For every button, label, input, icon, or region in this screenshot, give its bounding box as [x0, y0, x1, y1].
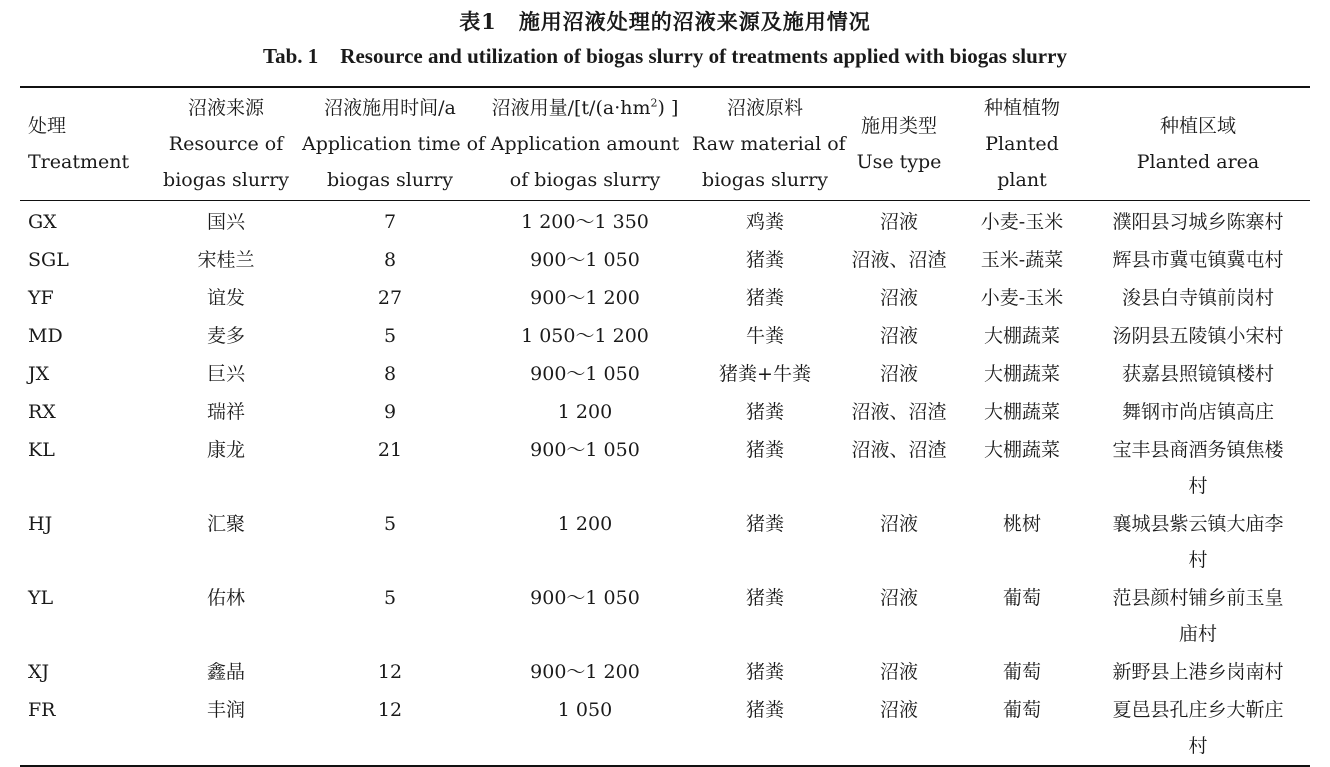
cell-use-type: 沼液、沼渣 — [851, 401, 947, 423]
cell-plant: 小麦-玉米 — [980, 211, 1064, 233]
cell-area — [1086, 431, 1310, 505]
cell-plant: 大棚蔬菜 — [983, 325, 1060, 347]
cell-use-type: 沼液 — [879, 211, 918, 233]
cell-time: 12 — [377, 699, 403, 721]
cell-use-type: 沼液 — [879, 661, 918, 683]
cell-material: 猪粪 — [745, 587, 784, 609]
header-plant-en-2: plant — [997, 169, 1047, 191]
cell-treatment: FR — [28, 699, 56, 721]
cell-material: 猪粪 — [745, 287, 784, 309]
cell-plant: 大棚蔬菜 — [983, 401, 1060, 423]
cell-treatment: KL — [28, 439, 55, 461]
cell-area-line: 汤阴县五陵镇小宋村 — [1112, 325, 1284, 347]
cell-amount: 900～1 050 — [530, 587, 640, 609]
cell-area-line: 村 — [1188, 549, 1208, 571]
cell-material: 猪粪 — [745, 699, 784, 721]
cell-area-line: 濮阳县习城乡陈寨村 — [1112, 211, 1284, 233]
table-row — [20, 201, 1310, 242]
header-use-type-cn: 施用类型 — [860, 115, 937, 137]
header-area — [1086, 87, 1310, 201]
cell-use-type: 沼液 — [879, 699, 918, 721]
cell-area-line: 宝丰县商酒务镇焦楼 — [1112, 439, 1284, 461]
header-source-en-1: Resource of — [168, 133, 284, 155]
header-material-en-1: Raw material of — [692, 133, 846, 155]
header-time — [300, 87, 486, 201]
cell-treatment: YF — [28, 287, 54, 309]
table-title-english — [0, 44, 1330, 69]
cell-amount: 1 050 — [557, 699, 613, 721]
header-source-en-2: biogas slurry — [163, 169, 289, 191]
cell-area — [1086, 241, 1310, 279]
cell-amount: 900～1 200 — [530, 287, 640, 309]
cell-source: 丰润 — [206, 699, 245, 721]
cell-area — [1086, 691, 1310, 766]
table-row — [20, 505, 1310, 579]
cell-area — [1086, 393, 1310, 431]
cell-area-line: 庙村 — [1178, 623, 1217, 645]
header-amount-en-2: of biogas slurry — [509, 169, 661, 191]
cell-use-type: 沼液、沼渣 — [851, 249, 947, 271]
cell-use-type: 沼液 — [879, 587, 918, 609]
cell-time: 21 — [377, 439, 403, 461]
cell-source: 佑林 — [206, 587, 245, 609]
header-amount-unit-tail: ) ] — [657, 97, 679, 119]
header-amount — [480, 87, 690, 201]
cell-source: 国兴 — [206, 211, 245, 233]
cell-time: 27 — [377, 287, 403, 309]
cell-treatment: YL — [28, 587, 54, 609]
cell-use-type: 沼液、沼渣 — [851, 439, 947, 461]
cell-amount: 900～1 050 — [530, 363, 640, 385]
table-title-chinese-text: 施用沼液处理的沼液来源及施用情况 — [518, 9, 871, 34]
cell-area-line: 范县颜村铺乡前玉皇 — [1112, 587, 1284, 609]
cell-amount: 1 200 — [557, 401, 613, 423]
cell-time: 8 — [383, 249, 397, 271]
table-number-chinese: 表1 — [459, 9, 497, 34]
cell-material: 牛粪 — [745, 325, 784, 347]
header-treatment-cn: 处理 — [28, 115, 67, 137]
cell-source: 瑞祥 — [206, 401, 245, 423]
header-time-en-2: biogas slurry — [327, 169, 453, 191]
header-treatment-en: Treatment — [28, 151, 130, 173]
cell-time: 5 — [383, 513, 397, 535]
cell-area — [1086, 201, 1310, 242]
cell-plant: 玉米-蔬菜 — [980, 249, 1064, 271]
cell-time: 9 — [383, 401, 397, 423]
cell-area — [1086, 279, 1310, 317]
cell-material: 猪粪+牛粪 — [719, 363, 811, 385]
cell-area — [1086, 579, 1310, 653]
cell-time: 8 — [383, 363, 397, 385]
cell-source: 宋桂兰 — [197, 249, 255, 271]
cell-time: 5 — [383, 587, 397, 609]
cell-time: 7 — [383, 211, 397, 233]
cell-source: 巨兴 — [206, 363, 245, 385]
cell-amount: 1 050～1 200 — [521, 325, 649, 347]
table-title-english-text: Resource and utilization of biogas slurry of treatments applied with biogas slurry — [340, 44, 1067, 68]
cell-area-line: 夏邑县孔庄乡大靳庄 — [1112, 699, 1284, 721]
cell-plant: 葡萄 — [1002, 661, 1041, 683]
table-row — [20, 653, 1310, 691]
cell-treatment: RX — [28, 401, 56, 423]
header-plant — [958, 87, 1086, 201]
cell-use-type: 沼液 — [879, 513, 918, 535]
cell-amount: 900～1 050 — [530, 249, 640, 271]
cell-amount: 1 200 — [557, 513, 613, 535]
table-row — [20, 355, 1310, 393]
header-area-cn: 种植区域 — [1159, 115, 1236, 137]
cell-source: 汇聚 — [206, 513, 245, 535]
cell-area-line: 村 — [1188, 735, 1208, 757]
table-title-chinese — [0, 6, 1330, 36]
cell-source: 谊发 — [206, 287, 245, 309]
cell-material: 猪粪 — [745, 401, 784, 423]
header-source — [152, 87, 300, 201]
cell-treatment: XJ — [28, 661, 50, 683]
header-plant-en-1: Planted — [985, 133, 1059, 155]
cell-area-line: 襄城县紫云镇大庙李 — [1112, 513, 1284, 535]
header-time-cn: 沼液施用时间/a — [324, 97, 456, 119]
cell-treatment: SGL — [28, 249, 69, 271]
cell-treatment: MD — [28, 325, 63, 347]
table-row — [20, 579, 1310, 653]
table-row — [20, 317, 1310, 355]
cell-amount: 1 200～1 350 — [521, 211, 649, 233]
cell-source: 康龙 — [206, 439, 245, 461]
cell-amount: 900～1 200 — [530, 661, 640, 683]
cell-treatment: GX — [28, 211, 57, 233]
table-body — [20, 201, 1310, 767]
cell-source: 鑫晶 — [206, 661, 245, 683]
header-material — [690, 87, 846, 201]
header-amount-cn — [482, 90, 688, 126]
cell-plant: 大棚蔬菜 — [983, 439, 1060, 461]
header-use-type-en: Use type — [856, 151, 942, 173]
cell-area-line: 村 — [1188, 475, 1208, 497]
header-amount-superscript: 2 — [650, 96, 658, 110]
cell-material: 猪粪 — [745, 661, 784, 683]
header-source-cn: 沼液来源 — [187, 97, 264, 119]
header-time-en-1: Application time of — [302, 133, 486, 155]
cell-material: 鸡粪 — [745, 211, 784, 233]
table-header-row — [20, 87, 1310, 201]
cell-plant: 大棚蔬菜 — [983, 363, 1060, 385]
cell-amount: 900～1 050 — [530, 439, 640, 461]
cell-area — [1086, 505, 1310, 579]
cell-material: 猪粪 — [745, 513, 784, 535]
table-row — [20, 393, 1310, 431]
cell-time: 5 — [383, 325, 397, 347]
table-number-english: Tab. 1 — [263, 44, 319, 68]
cell-area — [1086, 355, 1310, 393]
cell-time: 12 — [377, 661, 403, 683]
header-amount-en-1: Application amount — [490, 133, 680, 155]
cell-plant: 桃树 — [1002, 513, 1041, 535]
cell-use-type: 沼液 — [879, 287, 918, 309]
table-row — [20, 431, 1310, 505]
cell-use-type: 沼液 — [879, 363, 918, 385]
header-amount-cn-text: 沼液用量/[t/(a·hm — [491, 97, 651, 119]
table-row — [20, 241, 1310, 279]
cell-area-line: 舞钢市尚店镇高庄 — [1121, 401, 1274, 423]
header-treatment — [20, 87, 152, 201]
cell-area-line: 新野县上港乡岗南村 — [1112, 661, 1284, 683]
header-plant-cn: 种植植物 — [983, 97, 1060, 119]
header-area-en: Planted area — [1136, 151, 1260, 173]
cell-material: 猪粪 — [745, 439, 784, 461]
header-use-type — [840, 87, 958, 201]
biogas-slurry-table — [20, 86, 1310, 767]
cell-plant: 小麦-玉米 — [980, 287, 1064, 309]
cell-treatment: JX — [28, 363, 50, 385]
cell-area-line: 浚县白寺镇前岗村 — [1121, 287, 1274, 309]
cell-material: 猪粪 — [745, 249, 784, 271]
cell-area-line: 获嘉县照镜镇楼村 — [1121, 363, 1274, 385]
cell-plant: 葡萄 — [1002, 587, 1041, 609]
cell-source: 麦多 — [206, 325, 245, 347]
cell-use-type: 沼液 — [879, 325, 918, 347]
cell-area-line: 辉县市冀屯镇冀屯村 — [1112, 249, 1284, 271]
cell-treatment: HJ — [28, 513, 53, 535]
cell-area — [1086, 653, 1310, 691]
header-material-en-2: biogas slurry — [702, 169, 828, 191]
header-material-cn: 沼液原料 — [726, 97, 803, 119]
table-row — [20, 691, 1310, 766]
cell-area — [1086, 317, 1310, 355]
cell-plant: 葡萄 — [1002, 699, 1041, 721]
table-row — [20, 279, 1310, 317]
